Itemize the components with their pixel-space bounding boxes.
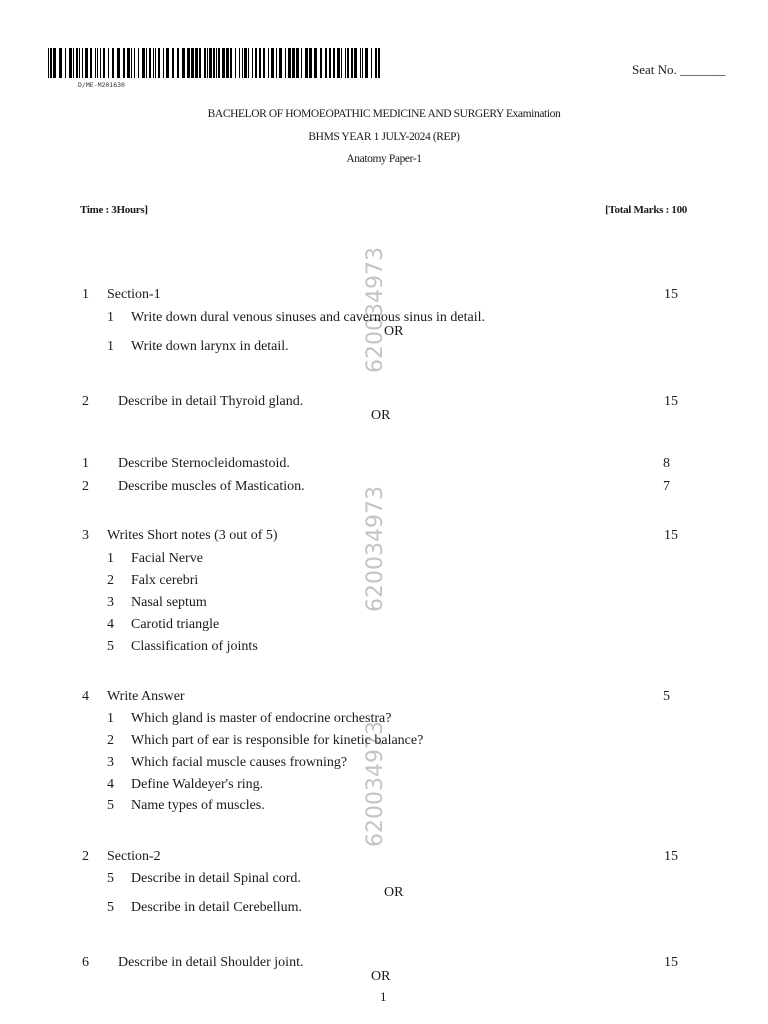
sub-question-number: 5 [107, 639, 114, 654]
question-number: 1 [82, 287, 89, 302]
question-text: Describe muscles of Mastication. [118, 479, 305, 494]
or-label: OR [384, 885, 404, 900]
sub-question-number: 5 [107, 798, 114, 813]
sub-question-text: Nasal septum [131, 595, 207, 610]
sub-question-number: 1 [107, 310, 114, 325]
sub-question-text: Write down dural venous sinuses and cavernous sinus in detail. [131, 310, 486, 325]
sub-question-number: 2 [107, 573, 114, 588]
barcode-image [48, 48, 384, 78]
sub-question-text: Name types of muscles. [131, 798, 265, 813]
question-text: Describe Sternocleidomastoid. [118, 456, 290, 471]
question-text: Describe in detail Shoulder joint. [118, 955, 304, 970]
sub-question-text: Write down larynx in detail. [131, 339, 289, 354]
question-marks: 15 [664, 394, 678, 409]
question-text: Writes Short notes (3 out of 5) [107, 528, 278, 543]
question-number: 2 [82, 849, 89, 864]
sub-question-text: Describe in detail Spinal cord. [131, 871, 301, 886]
barcode-id: D/ME-M201630 [78, 81, 125, 89]
question-marks: 8 [663, 456, 670, 471]
time-label: Time : 3Hours] [80, 204, 148, 216]
sub-question-number: 2 [107, 733, 114, 748]
exam-year: BHMS YEAR 1 JULY-2024 (REP) [308, 131, 460, 143]
sub-question-text: Which facial muscle causes frowning? [131, 755, 348, 770]
watermark: 620034973 [363, 247, 388, 373]
sub-question-text: Falx cerebri [131, 573, 199, 588]
question-text: Write Answer [107, 689, 185, 704]
question-number: 6 [82, 955, 89, 970]
sub-question-text: Classification of joints [131, 639, 258, 654]
section-title: Section-2 [107, 849, 161, 864]
question-text: Describe in detail Thyroid gland. [118, 394, 304, 409]
question-marks: 15 [664, 528, 678, 543]
sub-question-text: Facial Nerve [131, 551, 203, 566]
seat-number: Seat No. _______ [632, 62, 726, 77]
sub-question-number: 3 [107, 755, 114, 770]
sub-question-text: Which part of ear is responsible for kinetic balance? [131, 733, 424, 748]
sub-question-text: Which gland is master of endocrine orchestra? [131, 711, 392, 726]
sub-question-number: 1 [107, 711, 114, 726]
watermark: 620034973 [363, 721, 388, 847]
or-label: OR [371, 408, 391, 423]
watermark: 620034973 [363, 486, 388, 612]
sub-question-number: 1 [107, 339, 114, 354]
question-number: 1 [82, 456, 89, 471]
sub-question-number: 3 [107, 595, 114, 610]
sub-question-number: 5 [107, 871, 114, 886]
sub-question-text: Carotid triangle [131, 617, 220, 632]
question-marks: 7 [663, 479, 670, 494]
or-label: OR [371, 969, 391, 984]
question-number: 3 [82, 528, 89, 543]
sub-question-text: Describe in detail Cerebellum. [131, 900, 303, 915]
or-label: OR [384, 324, 404, 339]
total-marks: [Total Marks : 100 [605, 204, 687, 216]
paper-title: Anatomy Paper-1 [346, 153, 422, 165]
sub-question-number: 4 [107, 617, 114, 632]
question-number: 2 [82, 394, 89, 409]
sub-question-number: 1 [107, 551, 114, 566]
question-number: 4 [82, 689, 89, 704]
question-marks: 15 [664, 955, 678, 970]
section-title: Section-1 [107, 287, 161, 302]
question-marks: 15 [664, 849, 678, 864]
question-marks: 15 [664, 287, 678, 302]
sub-question-text: Define Waldeyer's ring. [131, 777, 264, 792]
sub-question-number: 5 [107, 900, 114, 915]
question-marks: 5 [663, 689, 670, 704]
sub-question-number: 4 [107, 777, 114, 792]
exam-title: BACHELOR OF HOMOEOPATHIC MEDICINE AND SURGERY Examination [207, 108, 561, 120]
question-number: 2 [82, 479, 89, 494]
page-number: 1 [380, 989, 387, 1004]
